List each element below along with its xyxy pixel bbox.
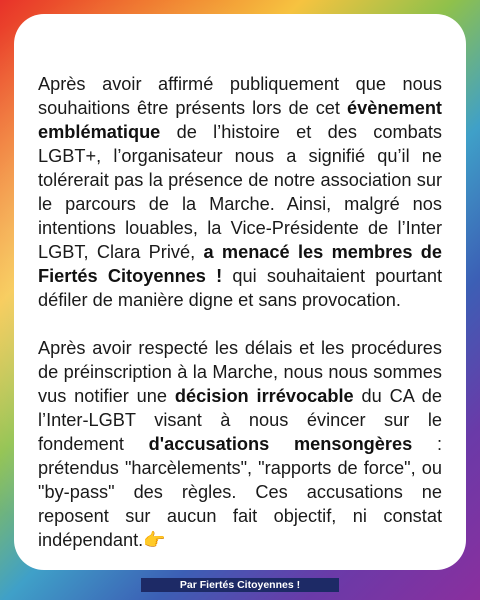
p2-text-1: Après avoir respecté les délais et les procédures de préinscription à la Marche, nous nous sommes vus notifier une: [38, 338, 442, 406]
p2-bold-2: d'accusations mensongères: [148, 434, 413, 454]
p1-bold-1: évènement emblématique: [38, 98, 442, 142]
footer-label: Par Fiertés Citoyennes !: [141, 578, 339, 592]
p1-text-2: de l’histoire et des combats LGBT+, l’organisateur nous a signifié qu’il ne tolérerait pas la présence de notre association sur le parcours de la Marche. Ainsi, malgré nos intentions louables, la Vice-Présidente de l’Inter LGBT, Clara Privé,: [38, 122, 442, 262]
p2-bold-1: décision irrévocable: [174, 386, 354, 406]
p2-text-3: : prétendus "harcèlements", "rapports de force", ou "by-pass" des règles. Ces accusations ne reposent sur aucun fait objectif, ni constat indépendant.: [38, 434, 442, 550]
p1-text-3: qui souhaitaient pourtant défiler de manière digne et sans provocation.: [38, 266, 442, 310]
p2-text-2: du CA de l’Inter-LGBT visant à nous évincer sur le fondement: [38, 386, 442, 454]
p1-bold-2: a menacé les membres de Fiertés Citoyennes !: [38, 242, 443, 286]
p1-text-1: Après avoir affirmé publiquement que nous souhaitions être présents lors de cet: [38, 74, 442, 118]
pointing-right-icon: 👉: [143, 530, 166, 551]
paragraph-1: [38, 72, 442, 312]
text-card: [14, 14, 466, 570]
paragraph-2: [38, 336, 442, 553]
